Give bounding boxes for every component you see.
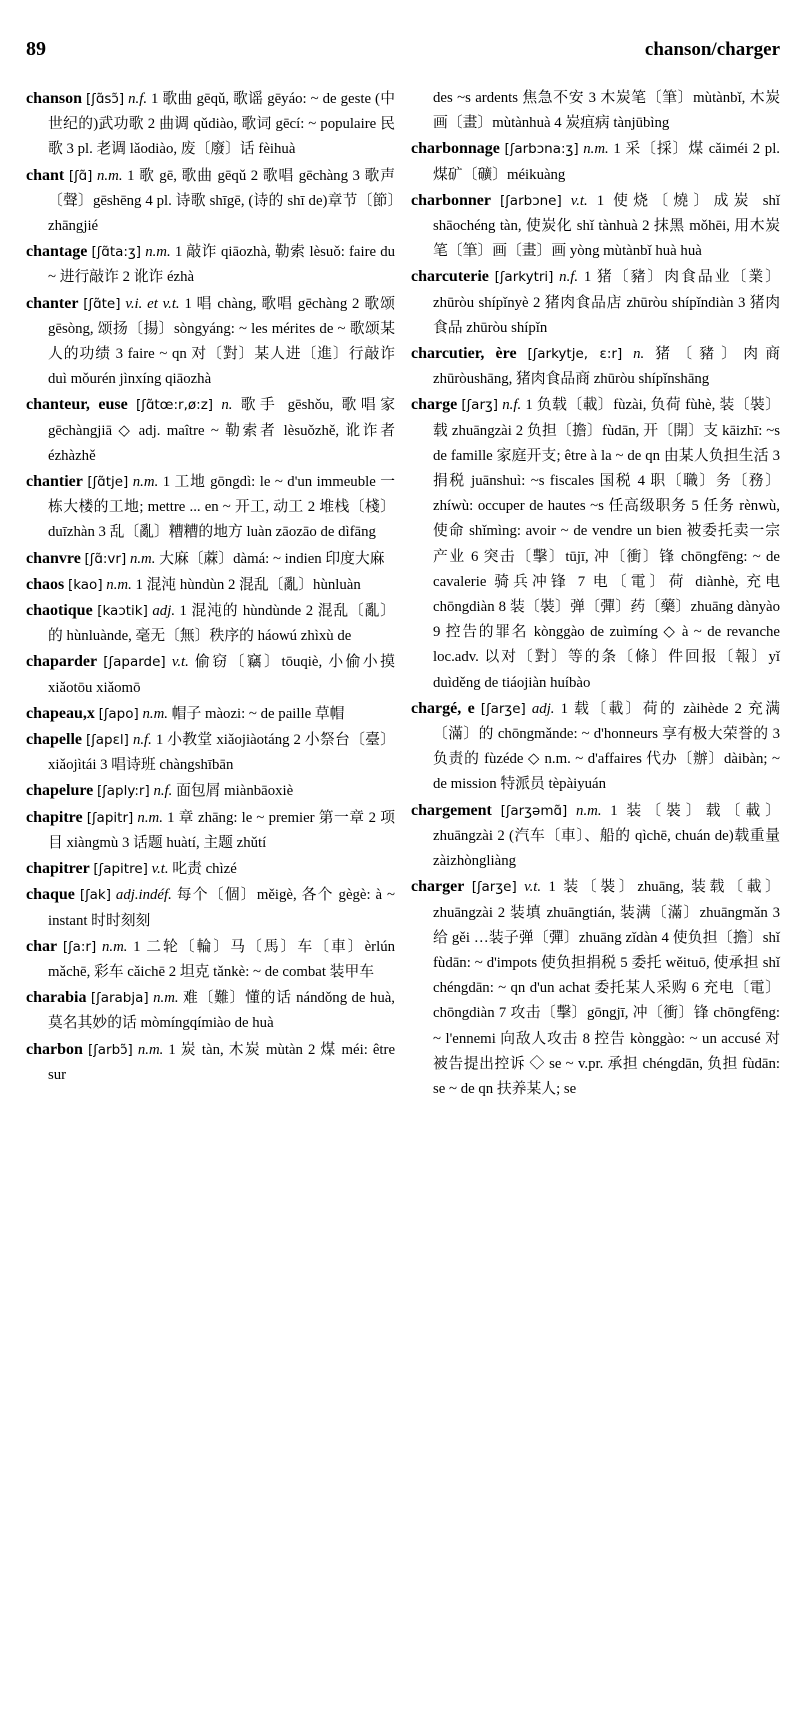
dictionary-entry <box>26 239 395 290</box>
definition: 1 敲诈 qiāozhà, 勒索 lèsuǒ: faire du ~ 进行敲诈 2 讹诈 ézhà <box>48 244 396 286</box>
headword: chaparder <box>26 653 98 671</box>
part-of-speech: n.f. <box>502 397 522 414</box>
definition: 1 歌曲 gēqǔ, 歌谣 gēyáo: ~ de geste (中世纪的)武功歌 2 曲调 qǔdiào, 歌词 gēcí: ~ populaire 民歌 3 pl. 老调 lǎodiào, 废〔廢〕话 fèihuà <box>48 91 396 158</box>
part-of-speech: v.t. <box>524 879 542 896</box>
dictionary-entry <box>26 882 395 933</box>
definition: 1 炭 tàn, 木炭 mùtàn 2 煤 méi: être sur <box>48 1041 396 1083</box>
pronunciation: [ʃarabja] <box>90 990 149 1007</box>
pronunciation: [ʃapɛl] <box>85 732 129 749</box>
dictionary-entry <box>26 701 395 727</box>
headword: chapitrer <box>26 860 90 878</box>
pronunciation: [ʃak] <box>79 887 111 904</box>
page-header <box>26 38 780 74</box>
headword: chapeau,x <box>26 704 95 722</box>
dictionary-entry <box>411 798 780 875</box>
pronunciation: [ʃarbɔna:ʒ] <box>504 141 579 158</box>
dictionary-entry <box>26 163 395 240</box>
dictionary-entry <box>411 188 780 265</box>
dictionary-entry <box>26 934 395 985</box>
part-of-speech: v.t. <box>151 861 169 878</box>
headword: char <box>26 937 58 955</box>
part-of-speech: adj. <box>152 603 176 620</box>
pronunciation: [ʃɑ̃te] <box>83 295 121 312</box>
dictionary-entry <box>411 874 780 1102</box>
part-of-speech: v.t. <box>570 192 588 209</box>
running-head: chanson/charger <box>644 39 780 60</box>
dictionary-entry <box>26 469 395 546</box>
definition: 1 使烧〔燒〕成炭 shǐ shāochéng tàn, 使炭化 shǐ tànhuà 2 抹黑 mǒhēi, 用木炭笔〔筆〕画〔畫〕画 yòng mùtànbǐ huà huà <box>433 192 781 260</box>
dictionary-entry <box>26 598 395 649</box>
pronunciation: [ʃarkytje, ɛ:r] <box>527 346 623 363</box>
headword: charcuterie <box>411 268 489 286</box>
dictionary-entry <box>26 291 395 393</box>
headword: chant <box>26 166 65 184</box>
definition: 1 负载〔載〕fùzài, 负荷 fùhè, 装〔裝〕载 zhuāngzài 2 负担〔擔〕fùdān, 开〔開〕支 kāizhī: ~s de famille 家庭开支; être à la ~ de qn 由某人负担生活 3 捐税 juānshuì: ~s fiscales 国税 4 职〔職〕务〔務〕zhíwù: occuper de hautes ~s 任高级职务 5 任务 rènwù, 使命 shǐmìng: avoir ~ de vendre un bien 被委托卖一宗产业 6 突击〔擊〕tūjī, 冲〔衝〕锋 chōngfēng: ~ de cavalerie 骑兵冲锋 7 电〔電〕荷 diànhè, 充电 chōngdiàn 8 装〔裝〕弹〔彈〕药〔藥〕zhuāng dànyào 9 控告的罪名 kònggào de zuìmíng ◇ à ~ de revanche loc.adv. 以对〔對〕等的条〔條〕件回报〔報〕yǐ duìděng de tiáojiàn huíbào <box>433 397 781 691</box>
pronunciation: [ʃɑ̃:vr] <box>84 550 127 567</box>
headword: charbon <box>26 1040 83 1058</box>
pronunciation: [ʃɑ̃ta:ʒ] <box>91 244 142 261</box>
dictionary-entry <box>26 727 395 778</box>
part-of-speech: n.f. <box>128 91 148 107</box>
part-of-speech: n.m. <box>137 1041 164 1058</box>
pronunciation: [ʃarʒe] <box>480 700 526 717</box>
pronunciation: [ʃɑ̃tœ:r,ø:z] <box>136 397 214 414</box>
part-of-speech: n. <box>633 346 645 363</box>
definition: 叱责 chìzé <box>172 861 237 878</box>
dictionary-entry <box>26 778 395 804</box>
pronunciation: [ʃapo] <box>98 705 139 722</box>
headword: charbonner <box>411 191 491 209</box>
headword: chanteur, euse <box>26 396 128 414</box>
pronunciation: [ʃaparde] <box>103 654 166 671</box>
definition: 面包屑 miànbāoxiè <box>176 783 294 800</box>
headword: chapitre <box>26 808 83 826</box>
pronunciation: [ʃapitre] <box>93 861 148 878</box>
headword: chaque <box>26 886 75 904</box>
part-of-speech: n.m. <box>142 705 168 722</box>
definition: 1 采〔採〕煤 cǎiméi 2 pl. 煤矿〔礦〕méikuàng <box>433 141 780 183</box>
definition: 偷窃〔竊〕tōuqiè, 小偷小摸 xiǎotōu xiǎomō <box>48 654 395 696</box>
dictionary-entry <box>26 805 395 856</box>
definition: 1 小教堂 xiǎojiàotáng 2 小祭台〔臺〕xiǎojìtái 3 唱诗班 chàngshībān <box>48 732 396 774</box>
dictionary-entry <box>26 649 395 700</box>
part-of-speech: n.m. <box>101 938 128 955</box>
pronunciation: [ʃarʒe] <box>471 879 517 896</box>
dictionary-entry <box>26 572 395 598</box>
dictionary-entry <box>26 546 395 572</box>
part-of-speech: adj.indéf. <box>115 887 172 904</box>
pronunciation: [ʃarbɔ̃] <box>87 1041 133 1058</box>
part-of-speech: n. <box>221 397 233 414</box>
definition: 1 猪〔豬〕肉食品业〔業〕zhūròu shípǐnyè 2 猪肉食品店 zhūròu shípǐndiàn 3 猪肉食品 zhūròu shípǐn <box>433 269 780 336</box>
headword: charabia <box>26 989 87 1007</box>
definition: 1 唱 chàng, 歌唱 gēchàng 2 歌颂 gēsòng, 颂扬〔揚〕sòngyáng: ~ les mérites de ~ 歌颂某人的功绩 3 faire ~ qn 对〔對〕某人进〔進〕行敲诈 duì mǒurén jìnxíng qiāozhà <box>48 295 395 388</box>
part-of-speech: n.m. <box>576 802 602 819</box>
dictionary-entry <box>26 1037 395 1088</box>
definition: 1 载〔載〕荷的 zàihède 2 充满〔滿〕的 chōngmǎnde: ~ d'honneurs 享有极大荣誉的 3 负责的 fùzéde ◇ n.m. ~ d'affaires 代办〔辦〕dàibàn; ~ de mission 特派员 tèpàiyuán <box>433 700 781 793</box>
headword: chantage <box>26 243 88 261</box>
dictionary-entry <box>411 341 780 392</box>
pronunciation: [ʃɑ̃] <box>68 167 93 184</box>
definition: 1 歌 gē, 歌曲 gēqǔ 2 歌唱 gēchàng 3 歌声〔聲〕gēshēng 4 pl. 诗歌 shīgē, (诗的 shī de)章节〔節〕zhāngjié <box>48 167 395 235</box>
part-of-speech: v.t. <box>171 654 189 671</box>
continued-entry-text: des ~s ardents 焦急不安 3 木炭笔〔筆〕mùtànbǐ, 木炭画〔畫〕mùtànhuà 4 炭疽病 tànjūbìng <box>433 90 780 132</box>
part-of-speech: n.m. <box>583 141 609 158</box>
definition: 难〔難〕懂的话 nándǒng de huà, 莫名其妙的话 mòmíngqímiào de huà <box>48 990 395 1032</box>
headword: charge <box>411 396 458 414</box>
definition: 1 工地 gōngdì: le ~ d'un immeuble 一栋大楼的工地; mettre ... en ~ 开工, 动工 2 堆栈〔棧〕duīzhàn 3 乱〔亂〕糟糟的地方 luàn zāozāo de dìfāng <box>48 474 396 541</box>
part-of-speech: n.m. <box>153 990 179 1007</box>
pronunciation: [ʃɑ̃tje] <box>87 474 129 491</box>
dictionary-entry <box>26 856 395 882</box>
headword: chargé, e <box>411 699 475 717</box>
dictionary-entry <box>26 392 395 469</box>
part-of-speech: n.m. <box>129 550 156 567</box>
headword: chanson <box>26 90 83 107</box>
headword: charger <box>411 878 465 896</box>
pronunciation: [ʃarkytri] <box>494 269 554 286</box>
right-column <box>411 86 780 1102</box>
pronunciation: [kao] <box>67 576 103 593</box>
definition: 1 混沌的 hùndùnde 2 混乱〔亂〕的 hùnluànde, 毫无〔無〕秩序的 háowú zhìxù de <box>48 603 395 645</box>
pronunciation: [ʃarbɔne] <box>500 192 562 209</box>
definition: 1 装〔裝〕zhuāng, 装载〔載〕zhuāngzài 2 装填 zhuāngtián, 装满〔滿〕zhuāngmǎn 3 给 gěi …装子弹〔彈〕zhuāng zǐdàn 4 使负担〔擔〕shǐ fùdān: ~ d'impots 使负担捐税 5 委托 wěituō, 使承担 shǐ chéngdān: ~ qn d'un achat 委托某人采购 6 充电〔電〕chōngdiàn 7 攻击〔擊〕gōngjī, 冲〔衝〕锋 chōngfēng: ~ l'ennemi 向敌人攻击 8 控告 kònggào: ~ un accusé 对被告提出控诉 ◇ se ~ v.pr. 承担 chéngdān, 负担 fùdān: se ~ de qn 扶养某人; se <box>433 879 780 1097</box>
part-of-speech: n.m. <box>137 809 163 826</box>
definition: 每个〔個〕měigè, 各个 gègè: à ~ instant 时时刻刻 <box>48 887 395 929</box>
part-of-speech: n.f. <box>559 269 579 286</box>
part-of-speech: n.m. <box>97 167 123 184</box>
pronunciation: [ʃarʒ] <box>461 397 499 414</box>
page-number: 89 <box>26 38 46 60</box>
definition: 1 二轮〔輪〕马〔馬〕车〔車〕èrlún mǎchē, 彩车 cǎichē 2 坦克 tǎnkè: ~ de combat 装甲车 <box>48 938 395 980</box>
dictionary-entry <box>411 696 780 798</box>
dictionary-entry <box>411 136 780 187</box>
pronunciation: [ʃɑ̃sɔ̃] <box>86 91 125 107</box>
definition: 歌手 gēshǒu, 歌唱家 gēchàngjiā ◇ adj. maître ~ 勒索者 lèsuǒzhě, 讹诈者 ézhàzhě <box>48 397 396 464</box>
headword: chaotique <box>26 602 93 620</box>
left-column <box>26 86 395 1102</box>
headword: chanter <box>26 294 79 312</box>
pronunciation: [kaɔtik] <box>97 603 148 620</box>
headword: chaos <box>26 575 65 593</box>
headword: chanvre <box>26 549 81 567</box>
pronunciation: [ʃapitr] <box>86 809 134 826</box>
part-of-speech: n.f. <box>153 783 173 800</box>
dictionary-entry <box>26 86 395 163</box>
headword: charbonnage <box>411 140 500 158</box>
definition: 大麻〔蔴〕dàmá: ~ indien 印度大麻 <box>159 550 385 567</box>
part-of-speech: n.m. <box>145 244 171 261</box>
definition: 帽子 màozi: ~ de paille 草帽 <box>171 705 345 722</box>
headword: chargement <box>411 801 492 819</box>
definition: 1 混沌 hùndùn 2 混乱〔亂〕hùnluàn <box>135 576 361 593</box>
part-of-speech: n.m. <box>132 474 159 491</box>
definition: 猪〔豬〕肉商 zhūròushāng, 猪肉食品商 zhūròu shípǐnshāng <box>433 346 781 388</box>
definition: 1 装〔裝〕载〔載〕zhuāngzài 2 (汽车〔車〕、船的 qìchē, chuán de)载重量 zàizhòngliàng <box>433 802 780 870</box>
columns <box>26 86 780 1102</box>
part-of-speech: n.m. <box>106 576 132 593</box>
headword: chapelure <box>26 782 94 800</box>
headword: charcutier, ère <box>411 345 517 363</box>
pronunciation: [ʃa:r] <box>62 938 97 955</box>
part-of-speech: v.i. et v.t. <box>125 295 180 312</box>
dictionary-entry <box>411 264 780 341</box>
definition: 1 章 zhāng: le ~ premier 第一章 2 项目 xiàngmù 3 话题 huàtí, 主题 zhǔtí <box>48 809 395 851</box>
headword: chantier <box>26 473 83 491</box>
dictionary-entry <box>411 392 780 695</box>
part-of-speech: n.f. <box>132 732 152 749</box>
pronunciation: [ʃaply:r] <box>96 783 150 800</box>
headword: chapelle <box>26 731 82 749</box>
pronunciation: [ʃarʒəmɑ̃] <box>500 802 568 819</box>
dictionary-entry <box>26 985 395 1036</box>
part-of-speech: adj. <box>531 700 555 717</box>
